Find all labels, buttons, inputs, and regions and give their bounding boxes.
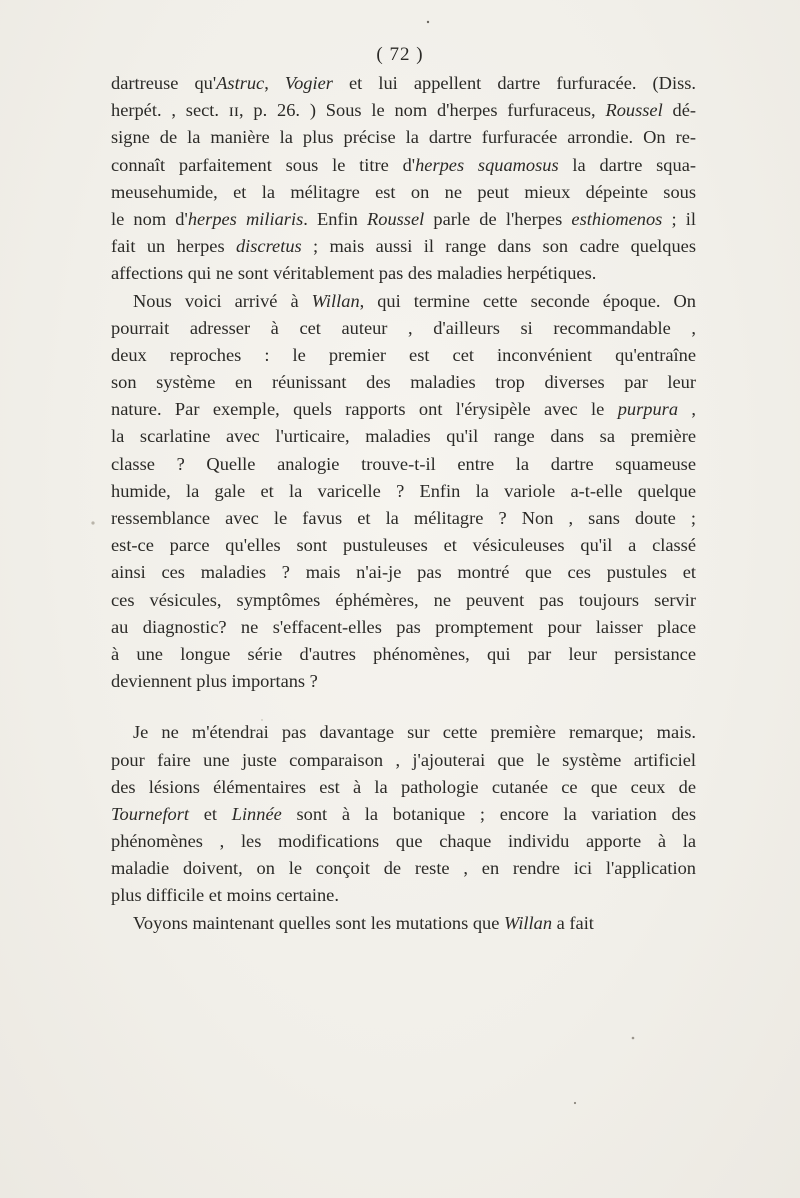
text-line: plus difficile et moins certaine. <box>111 885 339 906</box>
paragraph <box>111 288 696 696</box>
text-line: est-ce parce qu'elles sont pustuleuses et vésiculeuses qu'il a classé <box>111 535 696 556</box>
paragraph <box>111 910 696 937</box>
text-line: Voyons maintenant quelles sont les mutations que Willan a fait <box>133 912 594 933</box>
text-line: le nom d'herpes miliaris. Enfin Roussel parle de l'herpes esthiomenos ; il <box>111 208 696 229</box>
text-line: maladie doivent, on le conçoit de reste , en rendre ici l'application <box>111 858 696 879</box>
text-line: pour faire une juste comparaison , j'ajouterai que le système artificiel <box>111 749 696 770</box>
text-line: son système en réunissant des maladies trop diverses par leur <box>111 372 696 393</box>
paragraph <box>111 719 696 909</box>
text-line: à une longue série d'autres phénomènes, qui par leur persistance <box>111 643 696 664</box>
speck <box>91 521 94 524</box>
text-line: dartreuse qu'Astruc, Vogier et lui appellent dartre furfuracée. (Diss. <box>111 73 696 93</box>
text-line: signe de la manière la plus précise la dartre furfuracée arrondie. On re- <box>111 127 696 148</box>
text-line: Nous voici arrivé à Willan, qui termine cette seconde époque. On <box>133 290 696 311</box>
text-line: au diagnostic? ne s'effacent-elles pas promptement pour laisser place <box>111 616 696 637</box>
text-line: fait un herpes discretus ; mais aussi il range dans son cadre quelques <box>111 236 696 257</box>
text-line: phénomènes , les modifications que chaque individu apporte à la <box>111 831 696 852</box>
text-line: des lésions élémentaires est à la pathologie cutanée ce que ceux de <box>111 776 696 797</box>
speck <box>427 21 429 23</box>
paragraph <box>111 70 696 288</box>
text-line: humide, la gale et la varicelle ? Enfin la variole a-t-elle quelque <box>111 480 696 501</box>
text-line: ainsi ces maladies ? mais n'ai-je pas montré que ces pustules et <box>111 562 696 583</box>
page-number: ( 72 ) <box>376 44 424 65</box>
text-line: Je ne m'étendrai pas davantage sur cette première remarque; mais. <box>133 722 696 743</box>
text-line: affections qui ne sont véritablement pas des maladies herpétiques. <box>111 263 597 284</box>
text-line: connaît parfaitement sous le titre d'herpes squamosus la dartre squa- <box>111 154 696 175</box>
text-line: pourrait adresser à cet auteur , d'ailleurs si recommandable , <box>111 317 696 338</box>
text-line: ressemblance avec le favus et la mélitagre ? Non , sans doute ; <box>111 508 696 528</box>
text-line: classe ? Quelle analogie trouve-t-il entre la dartre squameuse <box>111 453 696 474</box>
speck <box>574 1102 576 1104</box>
speck <box>632 1037 635 1040</box>
text-line: meusehumide, et la mélitagre est on ne peut mieux dépeinte sous <box>111 181 696 202</box>
text-line: nature. Par exemple, quels rapports ont l'érysipèle avec le purpura , <box>111 399 696 420</box>
text-line: herpét. , sect. ɪɪ, p. 26. ) Sous le nom d'herpes furfuraceus, Roussel dé- <box>111 100 696 121</box>
text-line: ces vésicules, symptômes éphémères, ne peuvent pas toujours servir <box>111 589 696 610</box>
text-line: deviennent plus importans ? <box>111 671 318 692</box>
text-line: Tournefort et Linnée sont à la botanique ; encore la variation des <box>111 803 696 824</box>
text-line: deux reproches : le premier est cet inconvénient qu'entraîne <box>111 344 696 365</box>
text-line: la scarlatine avec l'urticaire, maladies qu'il range dans sa première <box>111 426 696 447</box>
body-text <box>111 70 696 937</box>
paragraph-gap <box>111 695 696 719</box>
